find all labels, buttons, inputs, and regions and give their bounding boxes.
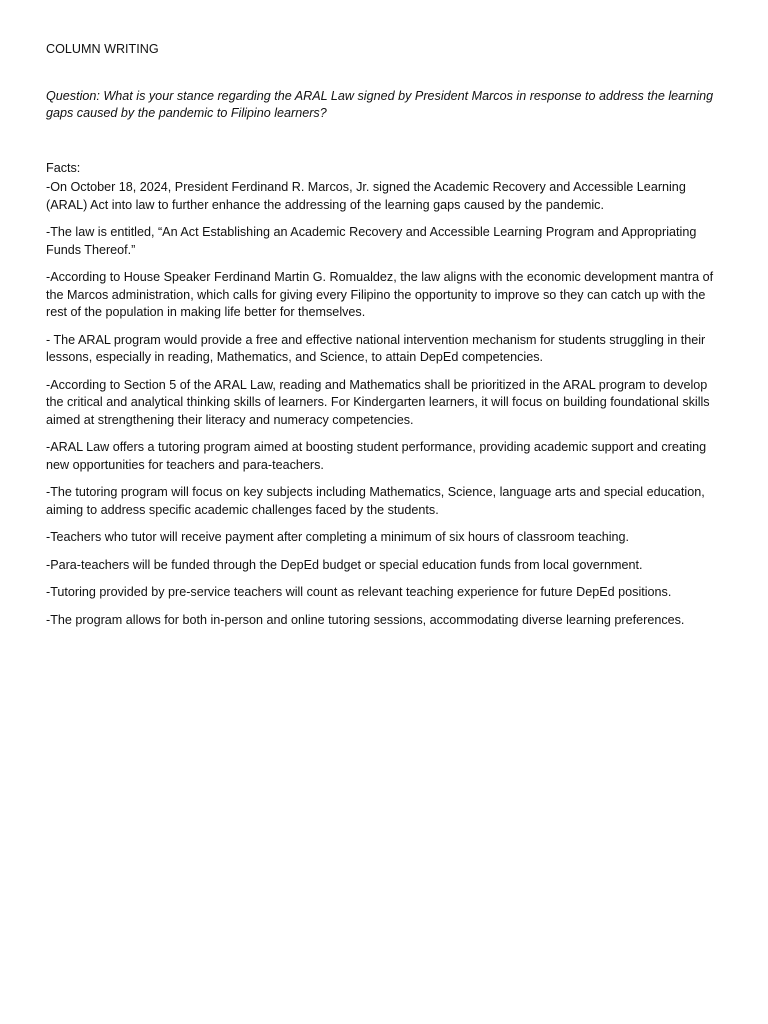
facts-list bbox=[46, 179, 726, 629]
fact-item: -The law is entitled, “An Act Establishing an Academic Recovery and Accessible Learning Program and Appropriating Funds Thereof.” bbox=[46, 225, 697, 257]
document-heading: COLUMN WRITING bbox=[46, 42, 159, 56]
document-page bbox=[46, 41, 726, 639]
fact-item: -According to House Speaker Ferdinand Martin G. Romualdez, the law aligns with the economic development mantra of the Marcos administration, which calls for giving every Filipino the opportunity to improve so they can catch up with the rest of the population in making life better for themselves. bbox=[46, 270, 714, 319]
fact-item: - The ARAL program would provide a free and effective national intervention mechanism for students struggling in their lessons, especially in reading, Mathematics, and Science, to attain DepEd competencies. bbox=[46, 332, 706, 364]
fact-item: -Teachers who tutor will receive payment after completing a minimum of six hours of classroom teaching. bbox=[46, 530, 630, 544]
facts-label: Facts: bbox=[46, 160, 81, 175]
fact-item: -On October 18, 2024, President Ferdinand R. Marcos, Jr. signed the Academic Recovery and Accessible Learning (ARAL) Act into law to further enhance the addressing of the learning gaps caused by the pandemic. bbox=[46, 180, 686, 212]
fact-item: -Para-teachers will be funded through the DepEd budget or special education funds from local government. bbox=[46, 557, 643, 572]
fact-item: -According to Section 5 of the ARAL Law, reading and Mathematics shall be prioritized in the ARAL program to develop the critical and analytical thinking skills of learners. For Kindergarten learners, it will focus on building foundational skills aimed at strengthening their literacy and numeracy competencies. bbox=[46, 377, 710, 427]
fact-item: -Tutoring provided by pre-service teachers will count as relevant teaching experience for future DepEd positions. bbox=[46, 585, 672, 599]
question-text: Question: What is your stance regarding the ARAL Law signed by President Marcos in response to address the learning gaps caused by the pandemic to Filipino learners? bbox=[46, 88, 714, 120]
fact-item: -The program allows for both in-person and online tutoring sessions, accommodating diverse learning preferences. bbox=[46, 612, 685, 627]
fact-item: -ARAL Law offers a tutoring program aimed at boosting student performance, providing academic support and creating new opportunities for teachers and para-teachers. bbox=[46, 440, 707, 472]
fact-item: -The tutoring program will focus on key subjects including Mathematics, Science, language arts and special education, aiming to address specific academic challenges faced by the students. bbox=[46, 485, 705, 517]
